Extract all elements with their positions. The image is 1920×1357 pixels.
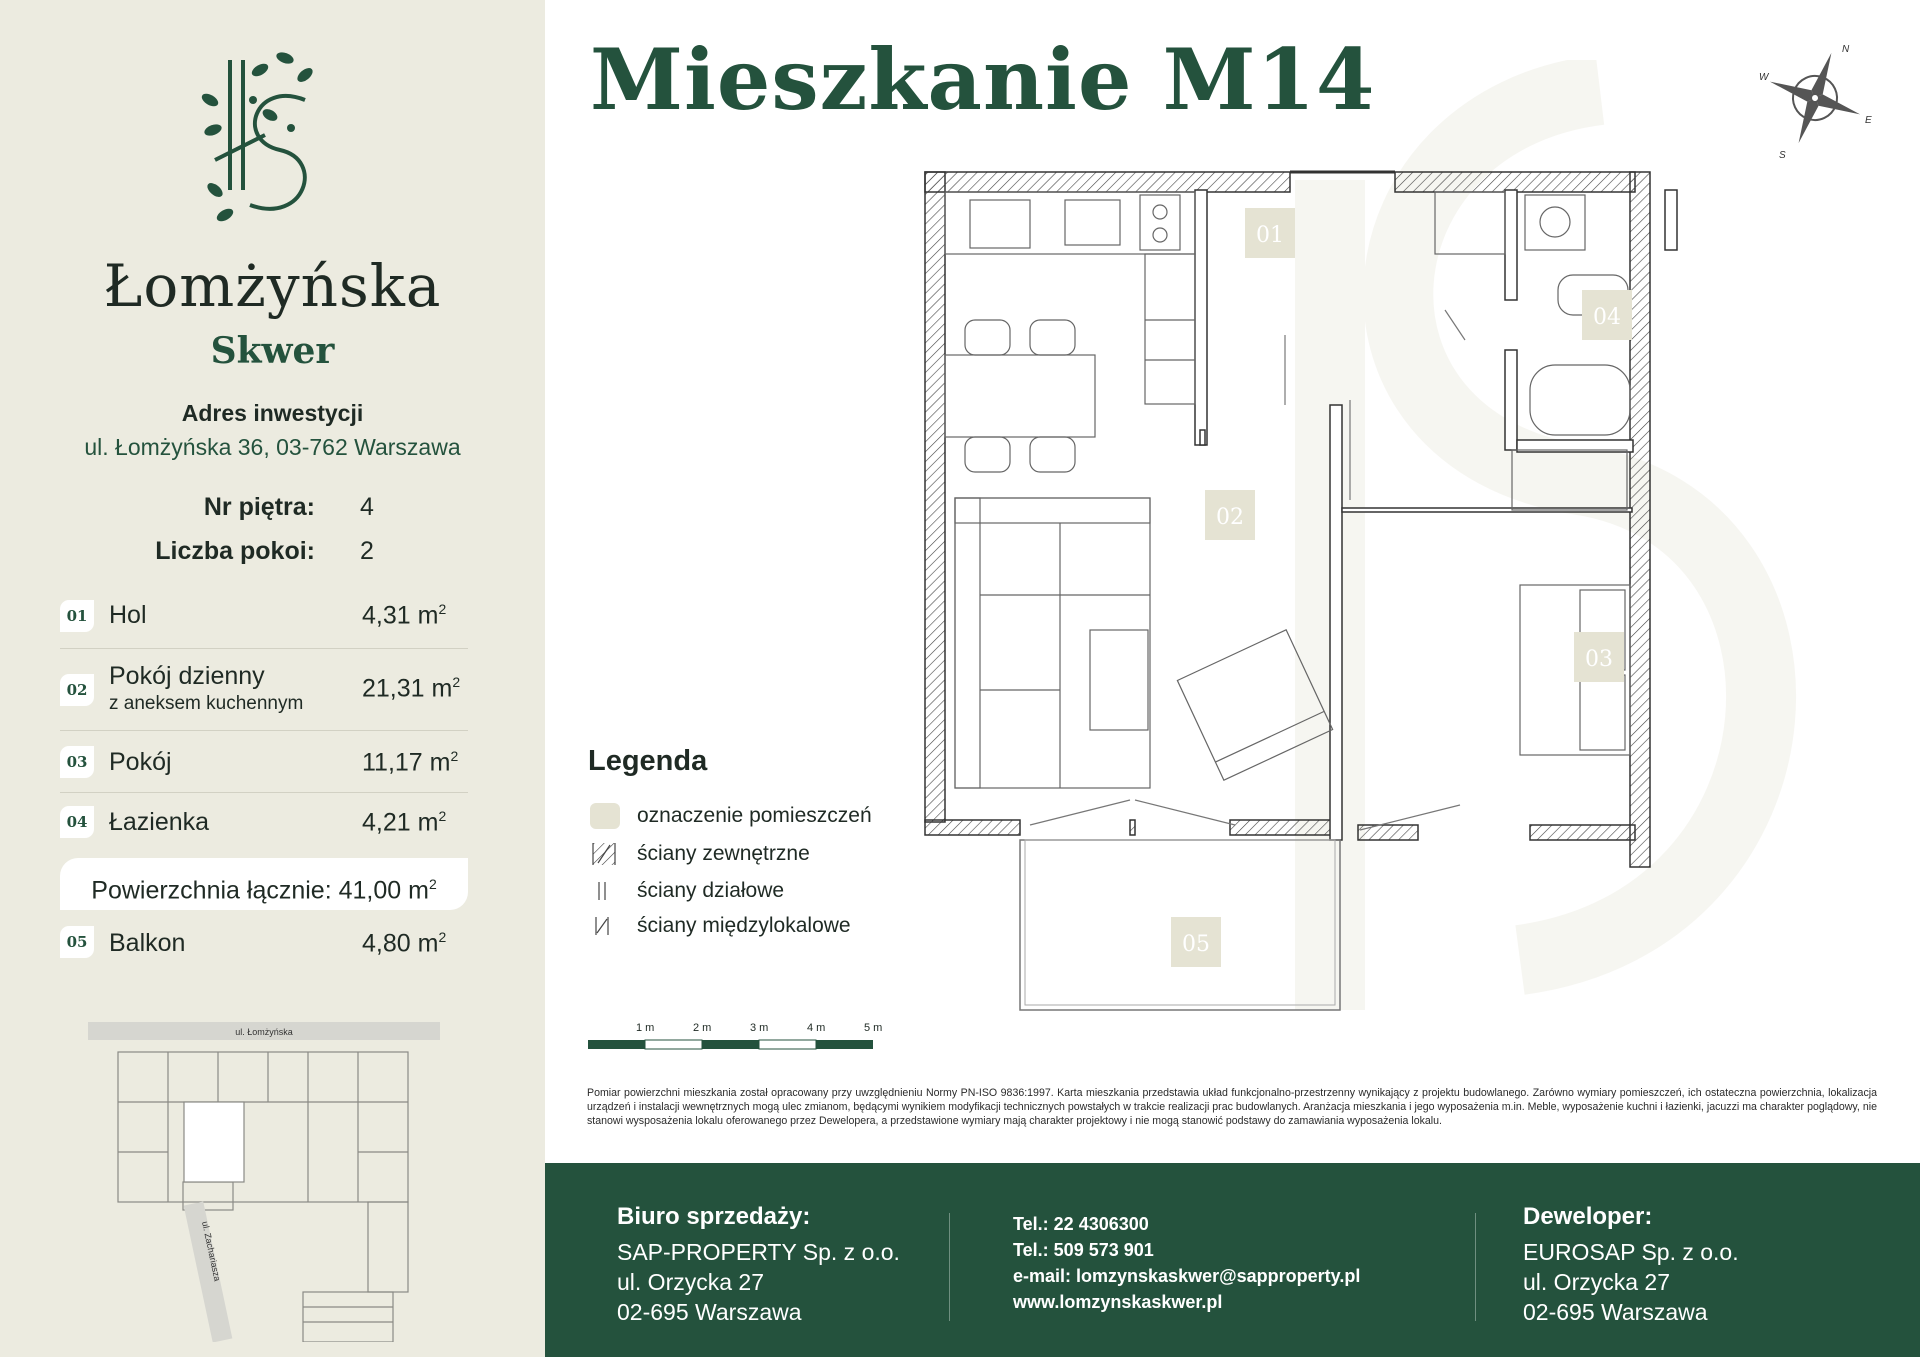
address-title: Adres inwestycji: [181, 400, 364, 426]
developer-block: [1523, 1203, 1739, 1327]
room-name: Pokój: [109, 748, 172, 776]
plan-label-04: 04: [1593, 305, 1621, 330]
brand-name: Łomżyńska: [103, 252, 442, 320]
legend-label: ściany zewnętrzne: [637, 842, 810, 865]
address-value: ul. Łomżyńska 36, 03-762 Warszawa: [84, 434, 461, 460]
disclaimer-text: Pomiar powierzchni mieszkania został opracowany przy uwzględnieniu Normy PN-ISO 9836:1997. Karta mieszkania przedstawia układ funkcjonalno-przestrzenny wynikający z projektu budowlanego. Zarówno wymiary pomieszczeń, ich ostateczna powierzchnia, lokalizacja urządzeń i instalacji wewnętrznych mogą ulec zmianom, będącymi wynikiem modyfikacji technicznych powstałych w trakcie realizacji prac budowlanych. Aranżacja mieszkania i jego wyposażenia m.in. Meble, wyposażenie kuchni i łazienki, jacuzzi ma charakter poglądowy, nie stanowi wysposażenia lokalu oferowanego przez Dewelopera, a przedstawione wymiary mają charakter projektowy i nie mogą stanowić podstawy do zamawiania wyposażenia lokalu.: [587, 1087, 1877, 1127]
plan-label-05: 05: [1182, 932, 1210, 957]
room-name: Balkon: [109, 929, 186, 957]
room-number-badge: 02: [60, 674, 94, 706]
developer-company: EUROSAP Sp. z o.o.: [1523, 1239, 1739, 1265]
legend-item-room-marker: [588, 801, 948, 835]
room-marker-icon: [588, 801, 622, 831]
plan-label-01: 01: [1256, 223, 1284, 248]
room-name: Hol: [109, 601, 147, 629]
rooms-count-label: Liczba pokoi:: [155, 537, 315, 565]
sidebar: [0, 0, 545, 1357]
scale-label: 2 m: [693, 1022, 712, 1034]
floor-value: 4: [360, 493, 374, 521]
floor-plan-drawing: [900, 150, 1900, 1030]
room-area: 4,80 $m^2$: [362, 929, 447, 958]
footer-divider: [949, 1213, 950, 1321]
total-area-box: Powierzchnia łącznie: 41,00 $m^2$: [60, 858, 468, 910]
room-row-balkon: [60, 924, 468, 964]
site-street-side: ul. Zachariasza: [200, 1220, 223, 1283]
compass-icon: [1755, 38, 1875, 158]
plan-label-03: 03: [1585, 647, 1613, 672]
scale-label: 4 m: [807, 1022, 826, 1034]
compass-n: N: [1842, 44, 1850, 55]
legend-label: ściany międzylokalowe: [637, 914, 851, 937]
developer-city: 02-695 Warszawa: [1523, 1299, 1708, 1325]
room-number-badge: 04: [60, 806, 94, 838]
room-row-pokoj: [60, 731, 468, 793]
room-subtitle: z aneksem kuchennym: [109, 693, 304, 714]
legend-item-inter-unit-wall: [588, 911, 948, 945]
sales-street: ul. Orzycka 27: [617, 1269, 764, 1295]
contact-block: [1013, 1211, 1360, 1315]
room-row-lazienka: [60, 793, 468, 851]
room-row-living: [60, 649, 468, 731]
compass-w: W: [1759, 72, 1769, 83]
legend-label: ściany działowe: [637, 879, 785, 902]
footer-divider: [1475, 1213, 1476, 1321]
legend-item-partition-wall: [588, 876, 948, 910]
room-area: 4,31 $m^2$: [362, 601, 447, 630]
floor-label: Nr piętra:: [203, 493, 315, 521]
compass-s: S: [1779, 150, 1786, 158]
inter-unit-wall-icon: [588, 911, 622, 941]
site-street-top: ul. Łomżyńska: [235, 1027, 293, 1037]
scale-label: 1 m: [636, 1022, 655, 1034]
website-link[interactable]: www.lomzynskaskwer.pl: [1013, 1292, 1223, 1312]
footer: [545, 1163, 1920, 1357]
sales-company: SAP-PROPERTY Sp. z o.o.: [617, 1239, 900, 1265]
plan-label-02: 02: [1216, 505, 1244, 530]
brand-logo-icon: [195, 40, 345, 230]
scale-bar: [588, 1022, 888, 1052]
legend-title: Legenda: [588, 745, 708, 777]
sales-office-title: Biuro sprzedaży:: [617, 1203, 811, 1230]
room-area: 11,17 $m^2$: [362, 748, 459, 777]
email-link[interactable]: e-mail: lomzynskaskwer@sapproperty.pl: [1013, 1266, 1361, 1286]
site-plan-map: [88, 1022, 444, 1342]
room-number-badge: 03: [60, 746, 94, 778]
legend-label: oznaczenie pomieszczeń: [637, 804, 872, 827]
phone-link[interactable]: Tel.: 22 4306300: [1013, 1214, 1149, 1234]
partition-wall-icon: [588, 876, 622, 906]
brand-subtitle: Skwer: [210, 330, 335, 372]
exterior-wall-icon: [588, 839, 622, 869]
highlighted-unit: [184, 1102, 244, 1182]
room-name: Pokój dzienny: [109, 662, 265, 690]
room-area: 21,31 $m^2$: [362, 674, 461, 703]
compass-e: E: [1865, 115, 1872, 126]
rooms-count-value: 2: [360, 537, 374, 565]
developer-street: ul. Orzycka 27: [1523, 1269, 1670, 1295]
developer-title: Deweloper:: [1523, 1203, 1653, 1230]
scale-label: 5 m: [864, 1022, 883, 1034]
sales-office-block: [617, 1203, 900, 1327]
legend-item-exterior-wall: [588, 839, 948, 873]
room-area: 4,21 $m^2$: [362, 808, 447, 837]
mobile-phone-link[interactable]: Tel.: 509 573 901: [1013, 1240, 1154, 1260]
scale-label: 3 m: [750, 1022, 769, 1034]
room-number-badge: 05: [60, 926, 94, 958]
page-title: Mieszkanie M14: [590, 30, 1376, 129]
room-row-hol: [60, 594, 468, 649]
room-name: Łazienka: [109, 808, 210, 836]
sales-city: 02-695 Warszawa: [617, 1299, 802, 1325]
scale-bar-graphic: [588, 1039, 888, 1051]
room-number-badge: 01: [60, 600, 94, 632]
